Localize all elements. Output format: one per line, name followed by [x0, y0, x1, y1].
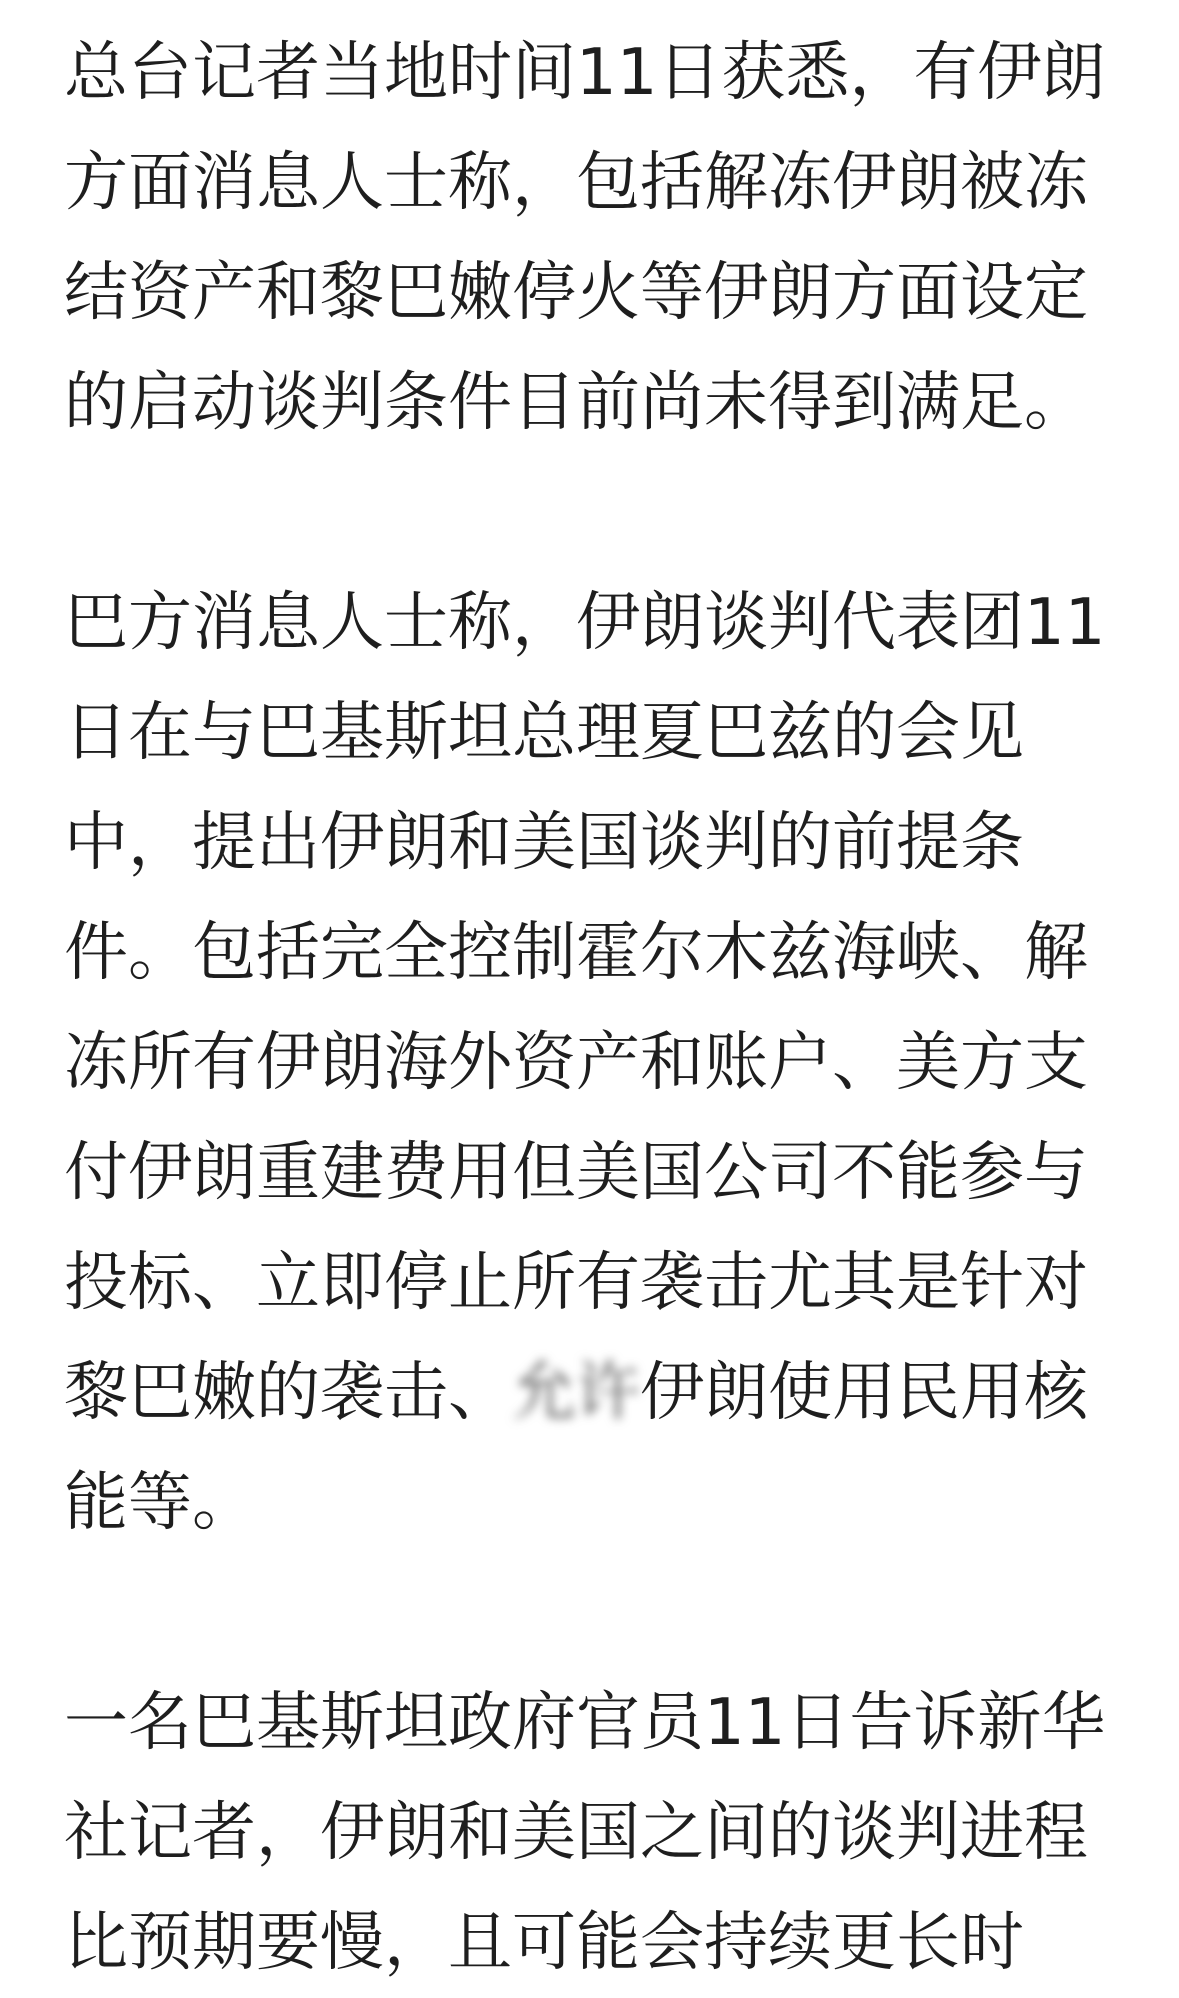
article-body [64, 18, 1124, 1998]
text-line: 社记者，伊朗和美国之间的谈判进程 [64, 1796, 1088, 1870]
text-line: 冻所有伊朗海外资产和账户、美方支 [64, 1026, 1088, 1100]
text-line: 的启动谈判条件目前尚未得到满足。 [64, 366, 1088, 440]
text-line: 中，提出伊朗和美国谈判的前提条 [64, 806, 1024, 880]
text-line: 付伊朗重建费用但美国公司不能参与 [64, 1136, 1088, 1210]
text-segment: 伊朗使用民用核 [640, 1356, 1088, 1430]
text-line: 一名巴基斯坦政府官员11日告诉新华 [64, 1686, 1106, 1760]
text-line: 结资产和黎巴嫩停火等伊朗方面设定 [64, 256, 1088, 330]
text-line: 日在与巴基斯坦总理夏巴兹的会见 [64, 696, 1024, 770]
text-line: 投标、立即停止所有袭击尤其是针对 [64, 1246, 1088, 1320]
text-line: 能等。 [64, 1466, 256, 1540]
blurred-text: 允许 [512, 1356, 640, 1430]
paragraph-2 [64, 568, 1124, 1558]
paragraph-1 [64, 18, 1124, 458]
text-line: 总台记者当地时间11日获悉，有伊朗 [64, 36, 1106, 110]
text-line: 方面消息人士称，包括解冻伊朗被冻 [64, 146, 1088, 220]
text-line-with-blur [64, 1338, 1124, 1448]
text-line: 巴方消息人士称，伊朗谈判代表团11 [64, 586, 1106, 660]
paragraph-3 [64, 1668, 1124, 1998]
text-segment: 黎巴嫩的袭击、 [64, 1356, 512, 1430]
text-line: 比预期要慢，且可能会持续更长时 [64, 1906, 1024, 1980]
text-line: 件。包括完全控制霍尔木兹海峡、解 [64, 916, 1088, 990]
